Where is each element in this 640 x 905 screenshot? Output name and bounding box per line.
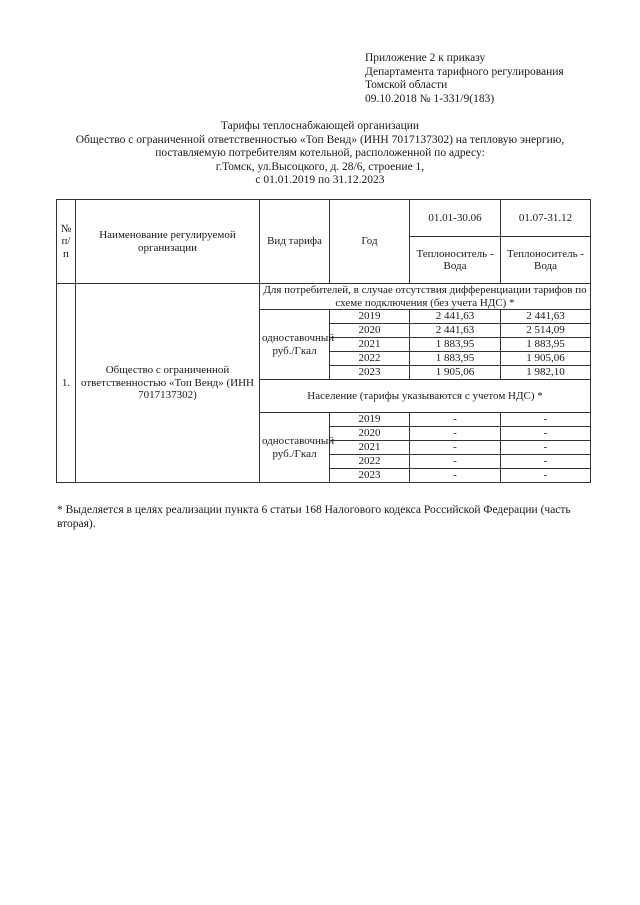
title-line: с 01.01.2019 по 31.12.2023: [255, 174, 385, 186]
header-period-2: 01.07-31.12: [501, 200, 591, 237]
value-cell: -: [410, 441, 501, 455]
year-cell: 2020: [330, 427, 410, 441]
header-row: [57, 200, 591, 237]
value-cell: 1 883,95: [410, 352, 501, 366]
year-cell: 2019: [330, 413, 410, 427]
value-cell: -: [501, 427, 591, 441]
title-line: Тарифы теплоснабжающей организации: [220, 120, 420, 132]
tariff-type-cell: одноставочный руб./Гкал: [260, 310, 330, 380]
header-year: Год: [330, 200, 410, 284]
year-cell: 2023: [330, 469, 410, 483]
row-number: 1.: [57, 284, 76, 483]
value-cell: -: [410, 413, 501, 427]
title-line: поставляемую потребителям котельной, расположенной по адресу:: [155, 147, 485, 159]
annex-line: Приложение 2 к приказу: [365, 52, 486, 64]
org-name: Общество с ограниченной ответственностью «Топ Венд» (ИНН 7017137302): [76, 284, 260, 483]
value-cell: -: [501, 455, 591, 469]
value-cell: 2 441,63: [410, 310, 501, 324]
value-cell: 1 883,95: [501, 338, 591, 352]
tariff-type-cell: одноставочный руб./Гкал: [260, 413, 330, 483]
header-tariff-type: Вид тарифа: [260, 200, 330, 284]
value-cell: 1 905,06: [501, 352, 591, 366]
value-cell: 2 441,63: [410, 324, 501, 338]
tariff-table: [56, 199, 591, 483]
year-cell: 2021: [330, 441, 410, 455]
header-carrier-2: Теплоноситель - Вода: [501, 237, 591, 284]
title-line: Общество с ограниченной ответственностью «Топ Венд» (ИНН 7017137302) на тепловую энергию,: [75, 133, 565, 146]
header-period-1: 01.01-30.06: [410, 200, 501, 237]
annex-header: [365, 52, 564, 106]
value-cell: -: [501, 413, 591, 427]
header-num: № п/п: [57, 200, 76, 284]
year-cell: 2023: [330, 366, 410, 380]
value-cell: -: [501, 469, 591, 483]
year-cell: 2022: [330, 455, 410, 469]
title-line: г.Томск, ул.Высоцкого, д. 28/6, строение 1,: [215, 160, 425, 173]
document-title: [40, 120, 600, 188]
value-cell: 1 905,06: [410, 366, 501, 380]
value-cell: 1 982,10: [501, 366, 591, 380]
annex-line: Томской области: [365, 79, 448, 91]
value-cell: -: [410, 455, 501, 469]
value-cell: 1 883,95: [410, 338, 501, 352]
year-cell: 2022: [330, 352, 410, 366]
value-cell: -: [501, 441, 591, 455]
year-cell: 2020: [330, 324, 410, 338]
value-cell: 2 441,63: [501, 310, 591, 324]
year-cell: 2019: [330, 310, 410, 324]
section-consumers-title: Для потребителей, в случае отсутствия дифференциации тарифов по схеме подключения (без учета НДС) *: [260, 284, 591, 310]
year-cell: 2021: [330, 338, 410, 352]
value-cell: -: [410, 469, 501, 483]
annex-line: Департамента тарифного регулирования: [365, 65, 564, 78]
header-carrier-1: Теплоноситель - Вода: [410, 237, 501, 284]
header-org: Наименование регулируемой организации: [76, 200, 260, 284]
value-cell: -: [410, 427, 501, 441]
annex-line: 09.10.2018 № 1-331/9(183): [365, 92, 495, 105]
value-cell: 2 514,09: [501, 324, 591, 338]
section-population-title: Население (тарифы указываются с учетом НДС) *: [260, 380, 591, 413]
section-title-row: [57, 284, 591, 310]
footnote: * Выделяется в целях реализации пункта 6 статьи 168 Налогового кодекса Российской Федерации (часть вторая).: [57, 504, 571, 530]
